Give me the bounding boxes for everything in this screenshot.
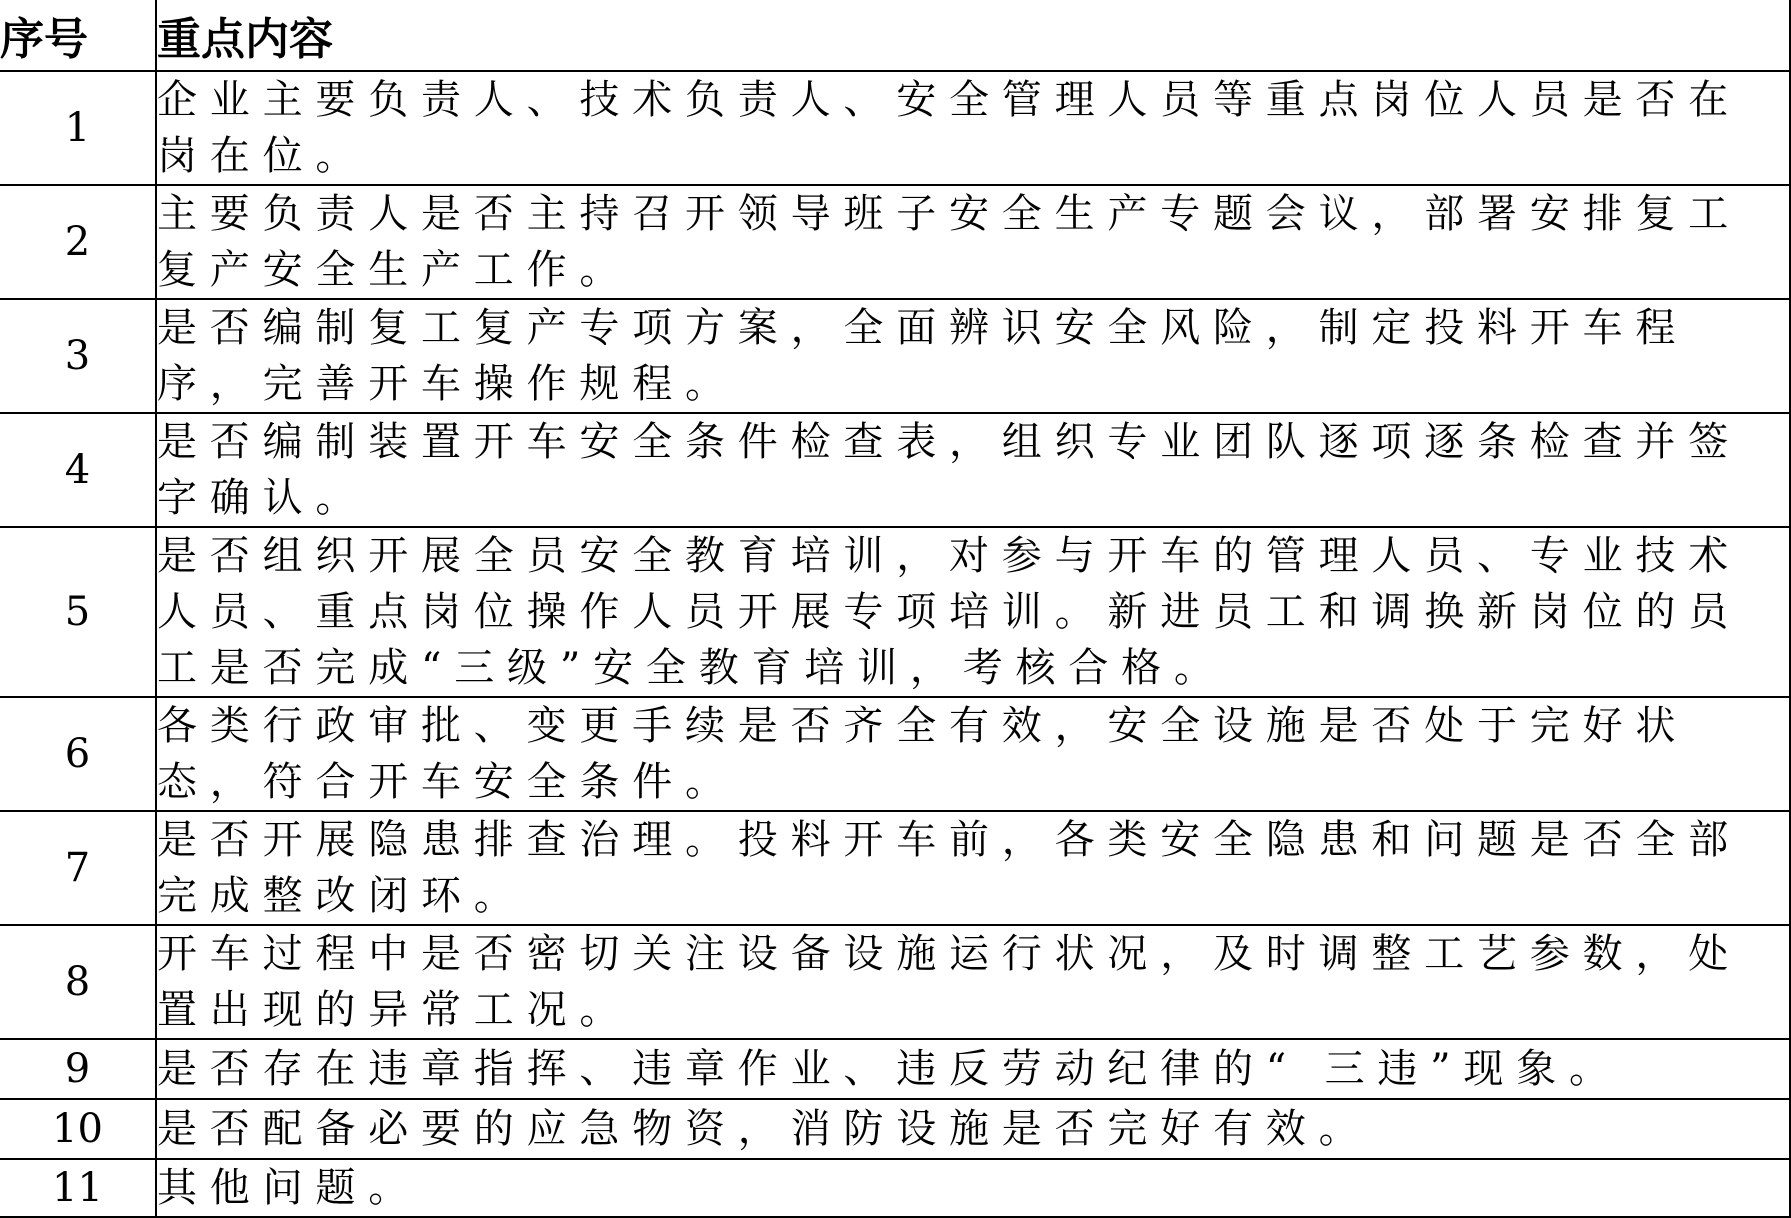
row-content (156, 697, 1790, 811)
row-content-text: 是否开展隐患排查治理。投料开车前，各类安全隐患和问题是否全部完成整改闭环。 (157, 817, 1741, 919)
row-content-text: 是否组织开展全员安全教育培训，对参与开车的管理人员、专业技术人员、重点岗位操作人员开展专项培训。新进员工和调换新岗位的员工是否完成“三级”安全教育培训，考核合格。 (157, 533, 1741, 691)
row-content (156, 527, 1790, 697)
table-row (0, 527, 1790, 697)
row-number: 6 (0, 697, 156, 811)
table-row (0, 925, 1790, 1039)
row-number: 2 (0, 185, 156, 299)
row-content-text: 是否存在违章指挥、违章作业、违反劳动纪律的“ 三违”现象。 (157, 1046, 1622, 1092)
row-content (156, 71, 1790, 185)
row-number: 5 (0, 527, 156, 697)
table-row (0, 299, 1790, 413)
row-content (156, 925, 1790, 1039)
row-content (156, 413, 1790, 527)
row-content-text: 各类行政审批、变更手续是否齐全有效，安全设施是否处于完好状态，符合开车安全条件。 (157, 703, 1689, 805)
row-content (156, 1099, 1790, 1159)
table-row (0, 413, 1790, 527)
row-content-text: 开车过程中是否密切关注设备设施运行状况，及时调整工艺参数，处置出现的异常工况。 (157, 931, 1741, 1033)
row-content-text: 是否编制装置开车安全条件检查表，组织专业团队逐项逐条检查并签字确认。 (157, 419, 1741, 521)
row-number: 1 (0, 71, 156, 185)
row-number: 7 (0, 811, 156, 925)
row-content (156, 1039, 1790, 1099)
table-row (0, 697, 1790, 811)
row-number: 11 (0, 1159, 156, 1217)
row-content (156, 185, 1790, 299)
table-row (0, 1039, 1790, 1099)
table-row (0, 811, 1790, 925)
table-row (0, 185, 1790, 299)
row-content (156, 811, 1790, 925)
table-row (0, 1159, 1790, 1217)
table-row (0, 71, 1790, 185)
row-number: 9 (0, 1039, 156, 1099)
header-number: 序号 (0, 0, 156, 71)
row-number: 8 (0, 925, 156, 1039)
row-number: 10 (0, 1099, 156, 1159)
row-content-text: 是否配备必要的应急物资，消防设施是否完好有效。 (157, 1106, 1372, 1152)
header-content: 重点内容 (156, 0, 1790, 71)
row-content (156, 299, 1790, 413)
row-number: 3 (0, 299, 156, 413)
row-content-text: 企业主要负责人、技术负责人、安全管理人员等重点岗位人员是否在岗在位。 (157, 77, 1741, 179)
row-content-text: 主要负责人是否主持召开领导班子安全生产专题会议，部署安排复工复产安全生产工作。 (157, 191, 1741, 293)
table-row (0, 1099, 1790, 1159)
row-number: 4 (0, 413, 156, 527)
row-content-text: 其他问题。 (157, 1165, 421, 1211)
row-content-text: 是否编制复工复产专项方案，全面辨识安全风险，制定投料开车程序，完善开车操作规程。 (157, 305, 1689, 407)
table-header-row (0, 0, 1790, 71)
row-content (156, 1159, 1790, 1217)
